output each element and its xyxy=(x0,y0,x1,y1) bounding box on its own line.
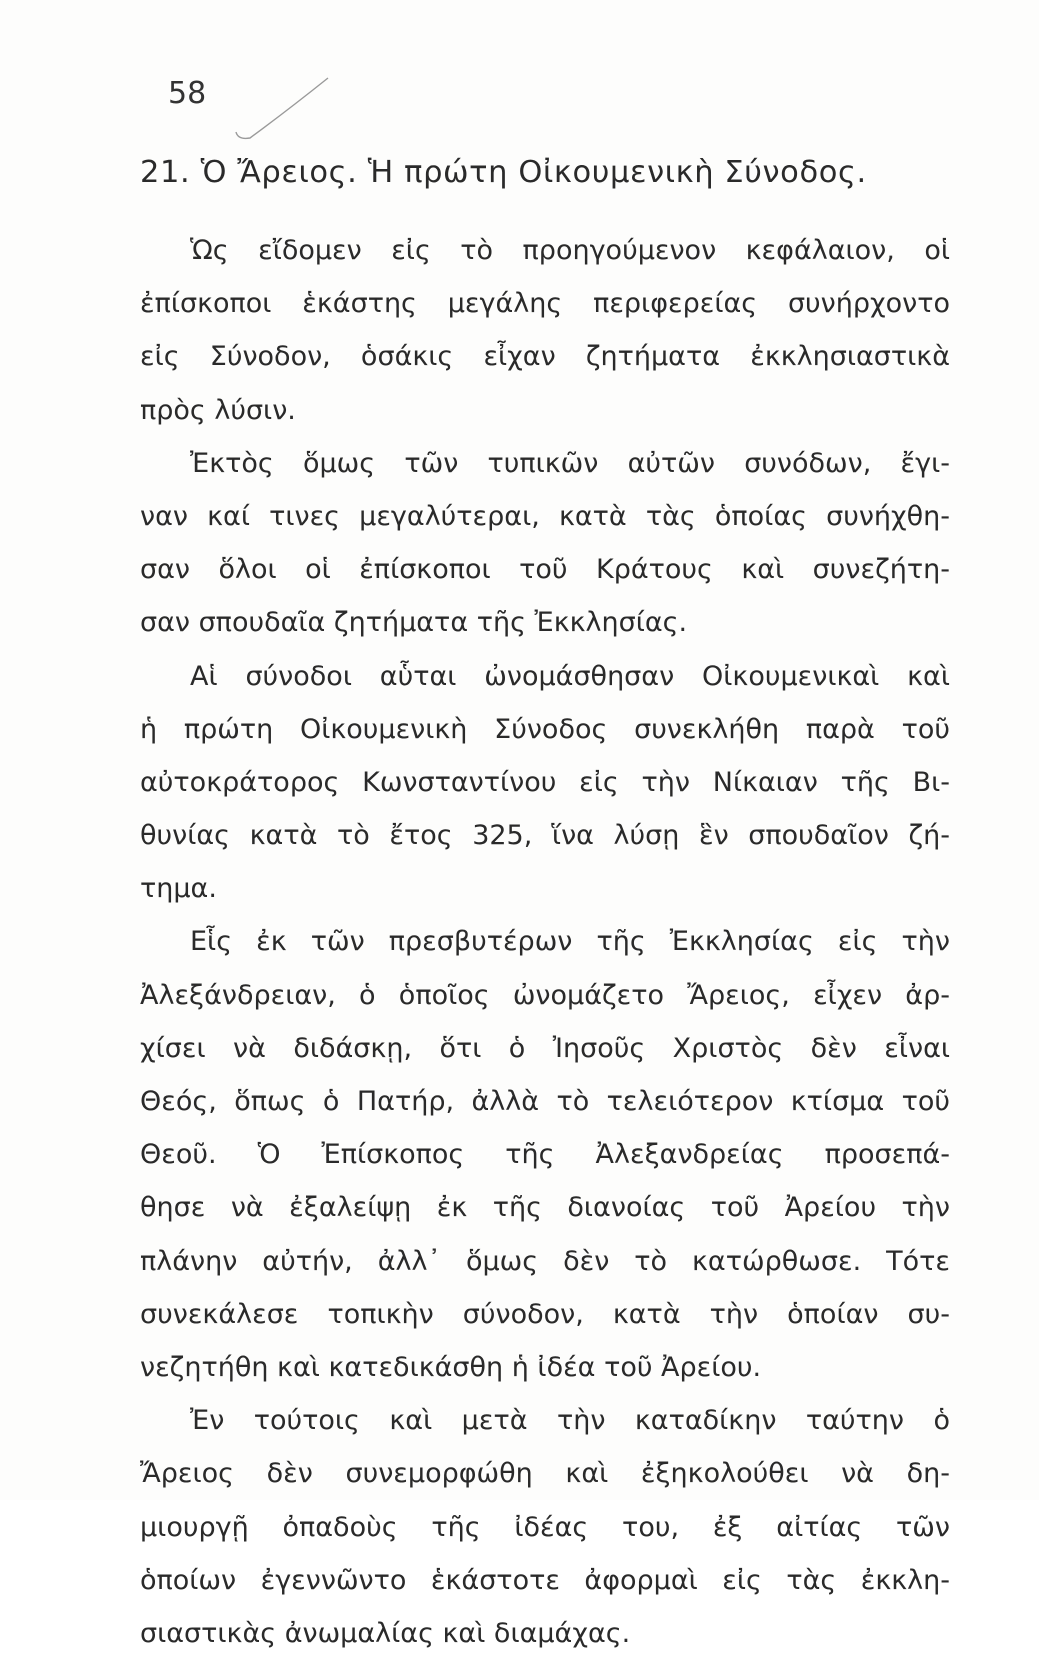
text-line: τημα. xyxy=(140,873,217,905)
text-line: ὁποίων ἐγεννῶντο ἑκάστοτε ἀφορμαὶ εἰς τὰς ἐκκλη- xyxy=(140,1564,950,1596)
text-line: ναν καί τινες μεγαλύτεραι, κατὰ τὰς ὁποίας συνήχθη- xyxy=(140,500,950,532)
text-line: Ὡς εἴδομεν εἰς τὸ προηγούμενον κεφάλαιον, οἱ xyxy=(190,235,950,266)
paragraph-5 xyxy=(140,1394,950,1660)
chapter-title: 21. Ὁ Ἄρειος. Ἡ πρώτη Οἰκουμενικὴ Σύνοδος. xyxy=(140,155,867,190)
paragraph-2 xyxy=(140,437,950,650)
text-line: χίσει νὰ διδάσκῃ, ὅτι ὁ Ἰησοῦς Χριστὸς δὲν εἶναι xyxy=(140,1032,950,1064)
text-line: σαν ὅλοι οἱ ἐπίσκοποι τοῦ Κράτους καὶ συνεζήτη- xyxy=(140,554,950,586)
text-line: Θεοῦ. Ὁ Ἐπίσκοπος τῆς Ἀλεξανδρείας προσεπά- xyxy=(140,1139,950,1171)
paragraph-4 xyxy=(140,915,950,1394)
text-line: νεζητήθη καὶ κατεδικάσθη ἡ ἰδέα τοῦ Ἀρείου. xyxy=(140,1351,762,1383)
text-line: Θεός, ὅπως ὁ Πατήρ, ἀλλὰ τὸ τελειότερον κτίσμα τοῦ xyxy=(140,1086,950,1117)
text-line: πλάνην αὐτήν, ἀλλ᾽ ὅμως δὲν τὸ κατώρθωσε. Τότε xyxy=(140,1245,950,1277)
text-line: σαν σπουδαῖα ζητήματα τῆς Ἐκκλησίας. xyxy=(140,607,688,639)
pencil-mark-icon xyxy=(228,70,338,160)
paragraph-3 xyxy=(140,650,950,916)
text-line: Εἷς ἐκ τῶν πρεσβυτέρων τῆς Ἐκκλησίας εἰς τὴν xyxy=(190,926,950,958)
text-line: μιουργῇ ὀπαδοὺς τῆς ἰδέας του, ἐξ αἰτίας τῶν xyxy=(140,1511,950,1543)
text-line: συνεκάλεσε τοπικὴν σύνοδον, κατὰ τὴν ὁποίαν συ- xyxy=(140,1298,950,1330)
text-line: σιαστικὰς ἀνωμαλίας καὶ διαμάχας. xyxy=(140,1617,631,1649)
paragraph-1 xyxy=(140,224,950,437)
text-line: Ἄρειος δὲν συνεμορφώθη καὶ ἐξηκολούθει νὰ δη- xyxy=(140,1458,950,1490)
text-line: Ἐν τούτοις καὶ μετὰ τὴν καταδίκην ταύτην ὁ xyxy=(190,1405,950,1437)
page-number: 58 xyxy=(168,76,207,111)
text-line: ἡ πρώτη Οἰκουμενικὴ Σύνοδος συνεκλήθη παρὰ τοῦ xyxy=(140,713,950,745)
text-line: Αἱ σύνοδοι αὗται ὠνομάσθησαν Οἰκουμενικαὶ καὶ xyxy=(190,660,950,692)
text-line: ἐπίσκοποι ἑκάστης μεγάλης περιφερείας συνήρχοντο xyxy=(140,288,950,320)
body-text xyxy=(140,224,950,1660)
text-line: πρὸς λύσιν. xyxy=(140,394,296,426)
text-line: εἰς Σύνοδον, ὁσάκις εἶχαν ζητήματα ἐκκλησιαστικὰ xyxy=(140,341,950,373)
text-line: θησε νὰ ἐξαλείψῃ ἐκ τῆς διανοίας τοῦ Ἀρείου τὴν xyxy=(140,1192,950,1224)
text-line: θυνίας κατὰ τὸ ἔτος 325, ἵνα λύσῃ ἓν σπουδαῖον ζή- xyxy=(140,820,950,852)
text-line: Ἀλεξάνδρειαν, ὁ ὁποῖος ὠνομάζετο Ἄρειος, εἶχεν ἀρ- xyxy=(140,979,950,1011)
text-line: Ἐκτὸς ὅμως τῶν τυπικῶν αὐτῶν συνόδων, ἔγι- xyxy=(190,447,950,479)
text-line: αὐτοκράτορος Κωνσταντίνου εἰς τὴν Νίκαιαν τῆς Βι- xyxy=(140,766,950,798)
